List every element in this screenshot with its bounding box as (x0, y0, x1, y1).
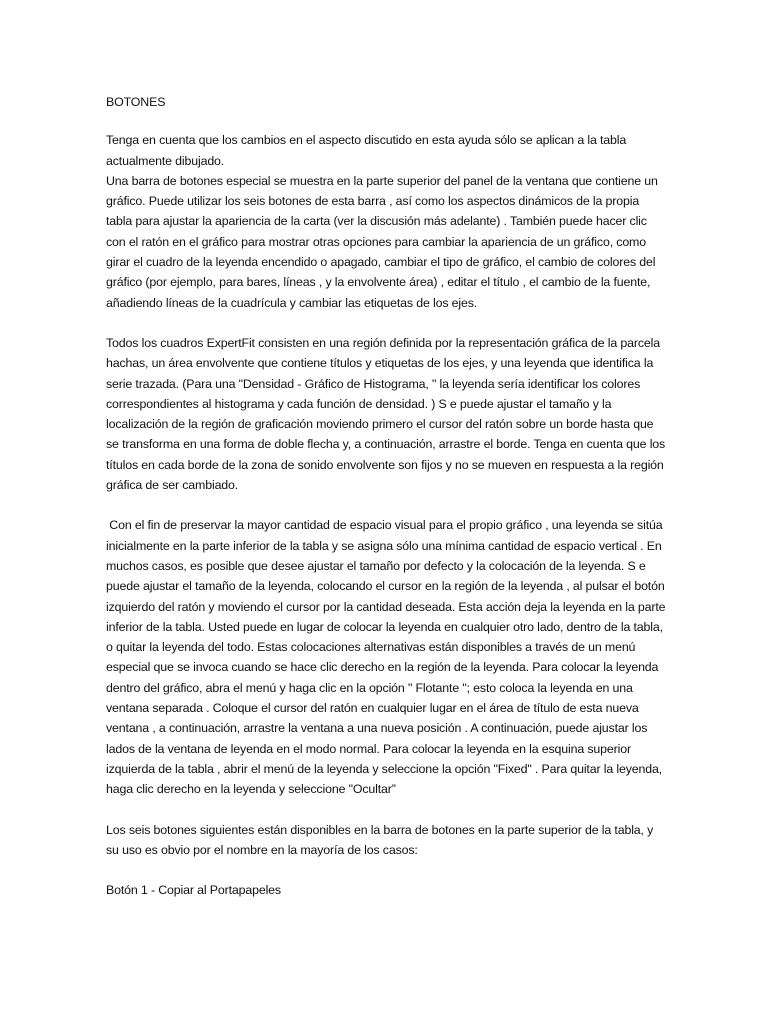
paragraph-chart-regions: Todos los cuadros ExpertFit consisten en una región definida por la representación gráfica de la parcela hachas, un área envolvente que contiene títulos y etiquetas de los ejes, y una leyenda que identifica la serie trazada. (Para una "Densidad - Gráfico de Histograma, " la leyenda sería identificar los colores correspondientes al histograma y cada función de densidad. ) S e puede ajustar el tamaño y la localización de la región de graficación moviendo primero el cursor del ratón sobre un borde hasta que se transforma en una forma de doble flecha y, a continuación, arrastre el borde. Tenga en cuenta que los títulos en cada borde de la zona de sonido envolvente son fijos y no se mueven en respuesta a la región gráfica de ser cambiado. (106, 335, 669, 493)
section-heading: BOTONES (106, 95, 166, 109)
paragraph-scope-note: Tenga en cuenta que los cambios en el aspecto discutido en esta ayuda sólo se aplican a la tabla actualmente dibujado. (106, 133, 630, 168)
document-page (106, 92, 668, 900)
paragraph-legend: Con el fin de preservar la mayor cantidad de espacio visual para el propio gráfico , una leyenda se sitúa inicialmente en la parte inferior de la tabla y se asigna sólo una mínima cantidad de espacio vertical . En muchos casos, es posible que desee ajustar el tamaño por defecto y la colocación de la leyenda. S e puede ajustar el tamaño de la leyenda, colocando el cursor en la región de la leyenda , al pulsar el botón izquierdo del ratón y moviendo el cursor por la cantidad deseada. Esta acción deja la leyenda en la parte inferior de la tabla. Usted puede en lugar de colocar la leyenda en cualquier otro lado, dentro de la tabla, o quitar la leyenda del todo. Estas colocaciones alternativas están disponibles a través de un menú especial que se invoca cuando se hace clic derecho en la región de la leyenda. Para colocar la leyenda dentro del gráfico, abra el menú y haga clic en la opción " Flotante "; esto coloca la leyenda en una ventana separada . Coloque el cursor del ratón en cualquier lugar en el área de título de esta nueva ventana , a continuación, arrastre la ventana a una nueva posición . A continuación, puede ajustar los lados de la ventana de leyenda en el modo normal. Para colocar la leyenda en la esquina superior izquierda de la tabla , abrir el menú de la leyenda y seleccione la opción "Fixed" . Para quitar la leyenda, haga clic derecho en la leyenda y seleccione "Ocultar” (106, 518, 669, 797)
subheading-button-1: Botón 1 - Copiar al Portapapeles (106, 883, 281, 898)
paragraph-button-bar: Una barra de botones especial se muestra en la parte superior del panel de la ventana que contiene un gráfico. Puede utilizar los seis botones de esta barra , así como los aspectos dinámicos de la propia tabla para ajustar la apariencia de la carta (ver la discusión más adelante) . También puede hacer clic con el ratón en el gráfico para mostrar otras opciones para cambiar la apariencia de un gráfico, como girar el cuadro de la leyenda encendido o apagado, cambiar el tipo de gráfico, el cambio de colores del gráfico (por ejemplo, para bares, líneas , y la envolvente área) , editar el título , el cambio de la fuente, añadiendo líneas de la cuadrícula y cambiar las etiquetas de los ejes. (106, 173, 662, 310)
paragraph-buttons-intro: Los seis botones siguientes están disponibles en la barra de botones en la parte superior de la tabla, y su uso es obvio por el nombre en la mayoría de los casos: (106, 822, 657, 857)
